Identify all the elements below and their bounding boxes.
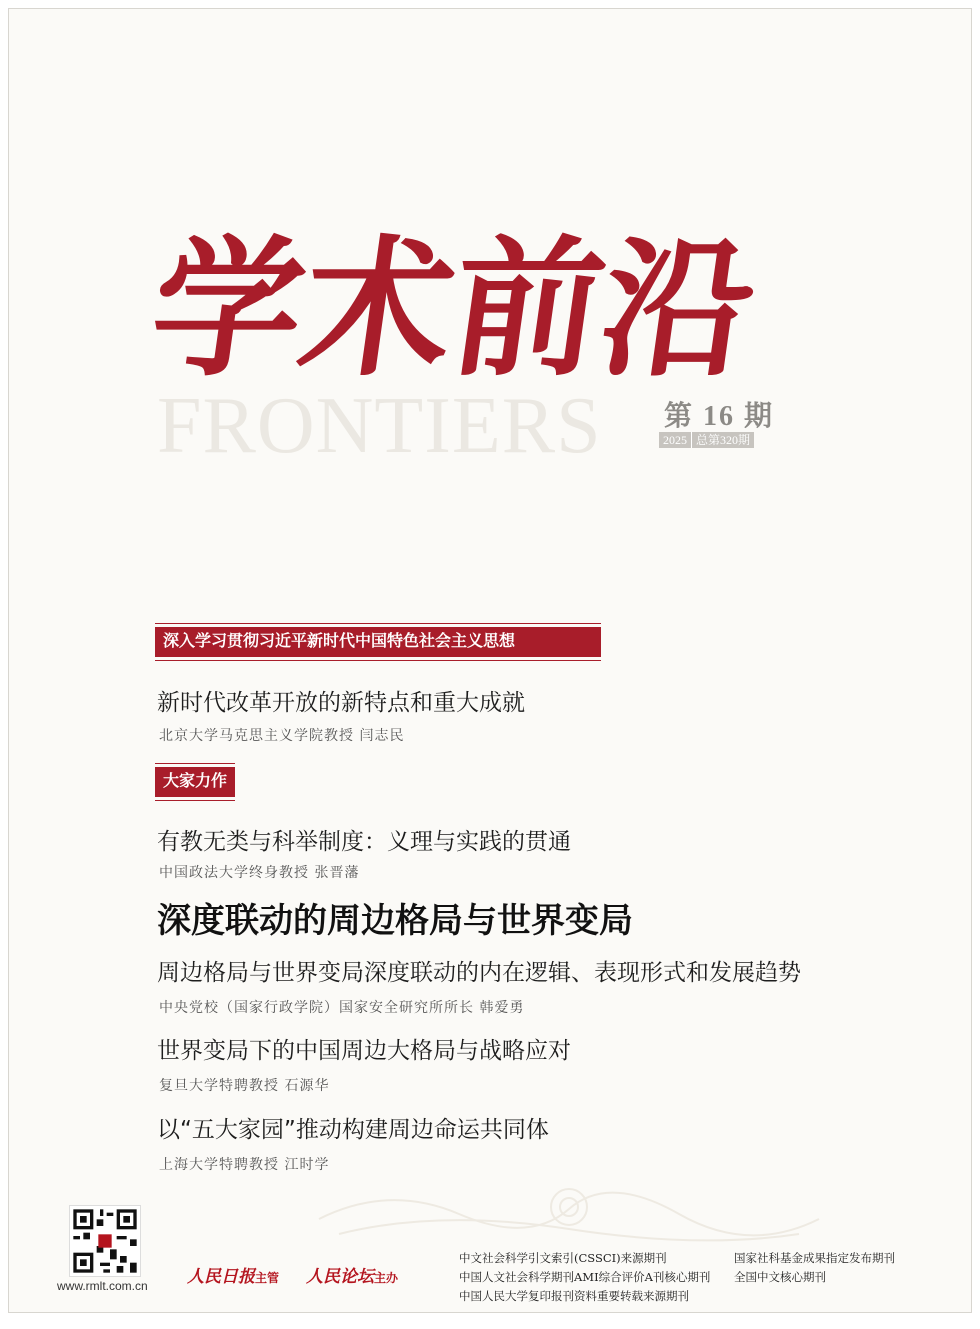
indexing-item: 全国中文核心期刊: [734, 1270, 826, 1284]
article-title: 以“五大家园”推动构建周边命运共同体: [157, 1117, 549, 1143]
publisher-supervisor: [187, 1262, 279, 1287]
masthead-char: 术: [290, 221, 460, 397]
article-author: 复旦大学特聘教授 石源华: [159, 1078, 330, 1094]
masthead-title: [140, 221, 760, 397]
indexing-row: [459, 1249, 895, 1268]
indexing-row: [459, 1287, 895, 1306]
indexing-list: [459, 1249, 895, 1306]
article-author: 中国政法大学终身教授 张晋藩: [159, 865, 360, 881]
section-tag: 大家力作: [155, 767, 235, 797]
article-author: 中央党校（国家行政学院）国家安全研究所所长 韩爱勇: [159, 1000, 525, 1016]
section-tag: 深入学习贯彻习近平新时代中国特色社会主义思想: [155, 627, 601, 657]
indexing-item: 中文社会科学引文索引(CSSCI)来源期刊: [459, 1251, 667, 1265]
article-title: 新时代改革开放的新特点和重大成就: [157, 690, 525, 716]
footer-ornament: [309, 1179, 829, 1249]
issue-total: 总第320期: [691, 432, 754, 448]
article-author: 上海大学特聘教授 江时学: [159, 1157, 330, 1173]
issue-subline: [659, 432, 754, 448]
cover-headline: 深度联动的周边格局与世界变局: [157, 901, 633, 941]
publisher-name: 人民论坛: [306, 1267, 374, 1287]
article-title: 周边格局与世界变局深度联动的内在逻辑、表现形式和发展趋势: [157, 960, 801, 986]
article-title: 有教无类与科举制度：义理与实践的贯通: [157, 829, 571, 855]
publisher-sponsor: [306, 1262, 398, 1287]
qr-code-icon: [69, 1205, 141, 1277]
publisher-role: 主管: [255, 1271, 280, 1285]
indexing-item: 国家社科基金成果指定发布期刊: [734, 1251, 895, 1265]
masthead-char: 沿: [590, 221, 760, 397]
indexing-item: 中国人文社会科学期刊AMI综合评价A刊核心期刊: [459, 1270, 711, 1284]
indexing-item: 中国人民大学复印报刊资料重要转载来源期刊: [459, 1289, 689, 1303]
publisher-role: 主办: [374, 1271, 399, 1285]
issue-number: 第 16 期: [664, 401, 775, 432]
issue-year: 2025: [659, 432, 691, 448]
indexing-row: [459, 1268, 895, 1287]
masthead-char: 前: [440, 221, 610, 397]
magazine-cover: [8, 8, 972, 1313]
website-link[interactable]: www.rmlt.com.cn: [57, 1279, 148, 1293]
article-author: 北京大学马克思主义学院教授 闫志民: [159, 728, 405, 744]
frontiers-wordmark: FRONTIERS: [157, 382, 602, 470]
masthead-char: 学: [140, 221, 310, 397]
publisher-name: 人民日报: [187, 1267, 255, 1287]
article-title: 世界变局下的中国周边大格局与战略应对: [157, 1038, 571, 1064]
